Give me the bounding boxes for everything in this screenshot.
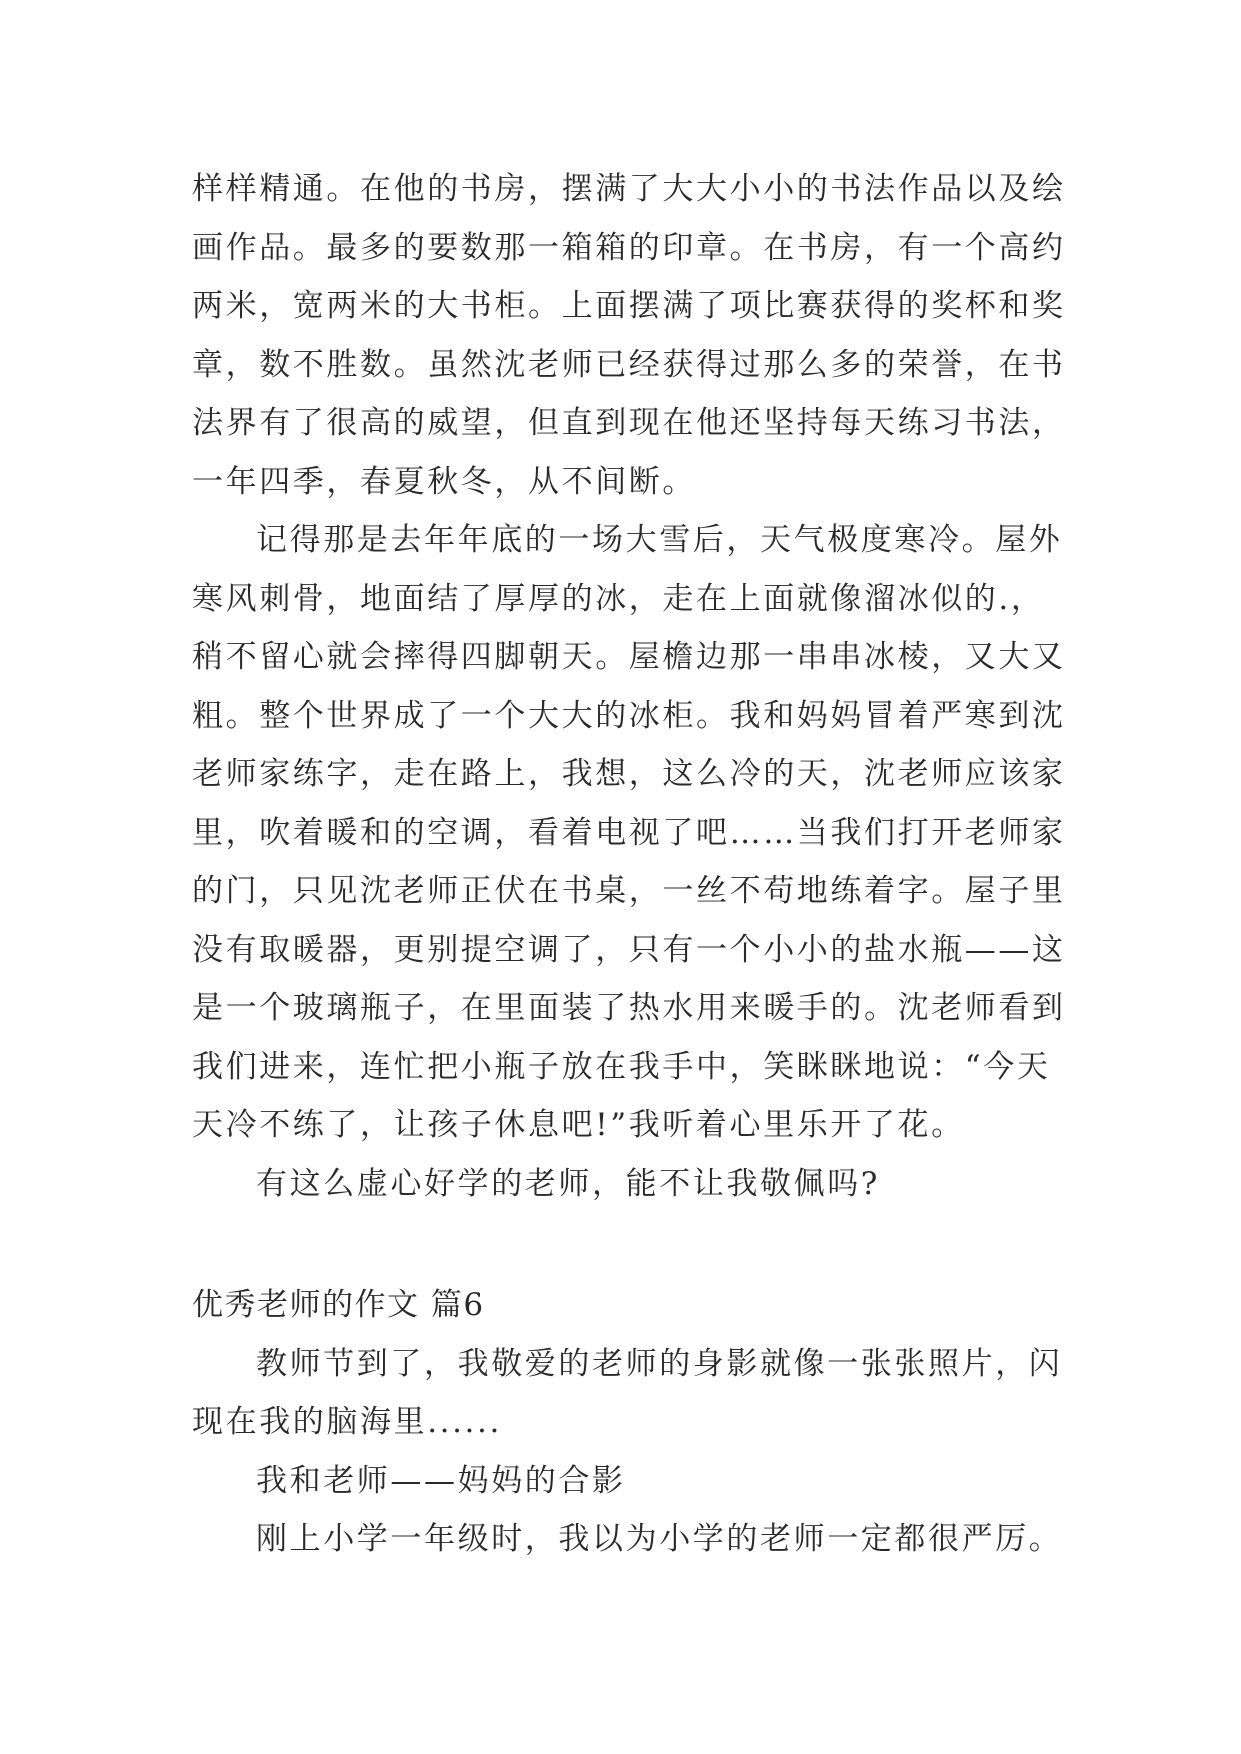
paragraph-line: 画作品。最多的要数那一箱箱的印章。在书房，有一个高约 [192, 229, 1066, 266]
paragraph-line: 记得那是去年年底的一场大雪后，天气极度寒冷。屋外 [256, 522, 1063, 558]
paragraph-line: 刚上小学一年级时，我以为小学的老师一定都很严厉。 [256, 1521, 1063, 1557]
paragraph-line: 教师节到了，我敬爱的老师的身影就像一张张照片，闪 [256, 1345, 1063, 1382]
paragraph-line: 有这么虚心好学的老师，能不让我敬佩吗? [256, 1165, 881, 1202]
paragraph-line: 的门，只见沈老师正伏在书桌，一丝不苟地练着字。屋子里 [192, 873, 1066, 909]
paragraph-line: 里，吹着暖和的空调，看着电视了吧……当我们打开老师家 [192, 814, 1066, 851]
paragraph-line: 样样精通。在他的书房，摆满了大大小小的书法作品以及绘 [192, 171, 1066, 207]
paragraph-line: 是一个玻璃瓶子，在里面装了热水用来暖手的。沈老师看到 [192, 990, 1066, 1026]
paragraph-line: 两米，宽两米的大书柜。上面摆满了项比赛获得的奖杯和奖 [192, 288, 1066, 324]
paragraph-line: 粗。整个世界成了一个大大的冰柜。我和妈妈冒着严寒到沈 [192, 697, 1066, 734]
paragraph-line: 现在我的脑海里...... [192, 1404, 502, 1440]
paragraph-line: 一年四季，春夏秋冬，从不间断。 [192, 463, 696, 500]
paragraph-line: 寒风刺骨，地面结了厚厚的冰，走在上面就像溜冰似的.， [192, 580, 1045, 617]
essay-body-part-1 [192, 160, 1082, 1213]
paragraph-line: 天冷不练了，让孩子休息吧!”我听着心里乐开了花。 [192, 1107, 965, 1143]
paragraph-line: 老师家练字，走在路上，我想，这么冷的天，沈老师应该家 [192, 756, 1066, 792]
section-heading: 优秀老师的作文 篇6 [192, 1287, 485, 1323]
paragraph-line: 稍不留心就会摔得四脚朝天。屋檐边那一串串冰棱，又大又 [192, 639, 1066, 675]
paragraph-line: 法界有了很高的威望，但直到现在他还坚持每天练习书法， [192, 405, 1066, 441]
paragraph-line: 我和老师——妈妈的合影 [256, 1462, 626, 1499]
essay-section-6 [192, 1276, 1082, 1569]
paragraph-line: 章，数不胜数。虽然沈老师已经获得过那么多的荣誉，在书 [192, 346, 1066, 383]
paragraph-line: 没有取暖器，更别提空调了，只有一个小小的盐水瓶——这 [192, 931, 1066, 968]
paragraph-line: 我们进来，连忙把小瓶子放在我手中，笑眯眯地说：“今天 [192, 1048, 1051, 1085]
